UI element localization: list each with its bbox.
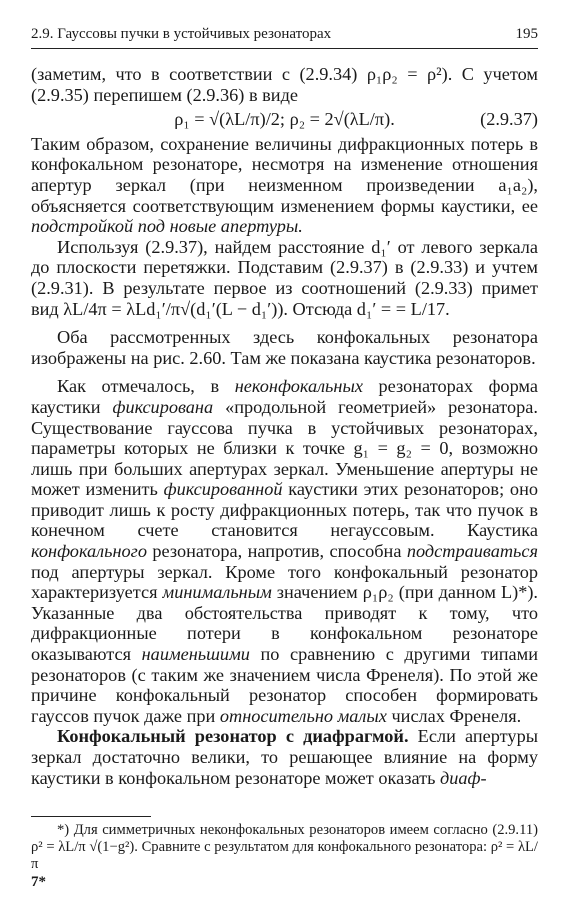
p5-text: числах Френеля. [386,705,522,726]
p5-text: «продольной геометрией» резонатора. Существование гауссова пучка в устойчивых резонаторах, параметры которых не близки к точке g₁ = g₂ = 0, возможно лишь при больших апертурах зеркал. Уменьшение апертуры не может изменить [31,396,538,500]
footnote-rule [31,816,151,817]
paragraph-2-emphasis: подстройкой под новые апертуры. [31,216,303,237]
p5-emphasis: относительно малых [219,705,387,726]
paragraph-2 [31,134,538,237]
paragraph-6-text: Если апертуры зеркал достаточно велики, то решающее влияние на форму каустики в конфокальном резонаторе может оказать [31,726,538,788]
header-rule [31,48,538,49]
paragraph-3: Используя (2.9.37), найдем расстояние d₁′ от левого зеркала до плоскости перетяжки. Подставим (2.9.37) в (2.9.33) и учтем (2.9.31). В результате первое из соотношений (2.9.33) примет вид λL/4π = λLd₁′/π√(d₁′(L − d₁′)). Отсюда d₁′ = = L/17. [31,236,538,319]
p5-text: резонаторах форма каустики [31,376,538,417]
p5-text: каустики этих резонаторов; оно приводит лишь к росту дифракционных потерь, так что пучок в конечном счете становится негауссовым. Каустика [31,479,538,541]
paragraph-1: (заметим, что в соответствии с (2.9.34) ρ₁ρ₂ = ρ²). С учетом (2.9.35) перепишем (2.9.36) в виде [31,64,538,105]
formula-number: (2.9.37) [480,109,538,130]
p5-emphasis: неконфокальных [234,376,363,397]
p5-emphasis: наименьшими [141,644,250,665]
running-header [31,26,538,52]
p5-emphasis: фиксирована [112,396,214,417]
paragraph-6-emphasis: диаф- [439,767,487,788]
page-number: 195 [515,26,538,42]
p5-text: Как отмечалось, в [57,376,235,397]
signature-mark: 7* [31,874,46,890]
p5-text: резонатора, напротив, способна [146,541,407,562]
p5-text: значением ρ₁ρ₂ (при данном L)*). Указанные два обстоятельства приводят к тому, что дифракционные потери в конфокальном резонаторе оказываются [31,582,539,665]
footnote-text: *) Для симметричных неконфокальных резонаторов имеем согласно (2.9.11) ρ² = λL/π √(1−g²). Сравните с результатом для конфокального резонатора: ρ² = λL/π [31,822,538,872]
main-text [31,64,538,788]
paragraph-6-heading: Конфокальный резонатор с диафрагмой. [57,726,409,747]
p5-text: по сравнению с другими типами резонаторов (с таким же значением числа Френеля). По этой же причине конфокальный резонатор способен формировать гауссов пучок даже при [31,644,538,726]
formula-2-9-37 [31,105,538,134]
paragraph-4: Оба рассмотренных здесь конфокальных резонатора изображены на рис. 2.60. Там же показана каустика резонаторов. [31,327,538,368]
p5-emphasis: фиксированной [163,479,283,500]
p5-emphasis: подстраиваться [406,541,538,562]
p5-emphasis: конфокального [31,541,147,562]
paragraph-6 [31,726,538,788]
p5-text: под апертуры зеркал. Кроме того конфокальный резонатор характеризуется [31,561,538,603]
paragraph-2-text: Таким образом, сохранение величины дифракционных потерь в конфокальном резонаторе, несмотря на изменение отношения апертур зеркал (при неизменном произведении a₁a₂), объясняется соответствующим изменением формы каустики, ее [31,133,538,216]
section-title: 2.9. Гауссовы пучки в устойчивых резонаторах [31,26,332,42]
footnote [31,822,538,873]
paragraph-5 [31,376,538,726]
p5-emphasis: минимальным [162,582,272,603]
formula-expression: ρ₁ = √(λL/π)/2; ρ₂ = 2√(λL/π). [174,109,395,130]
